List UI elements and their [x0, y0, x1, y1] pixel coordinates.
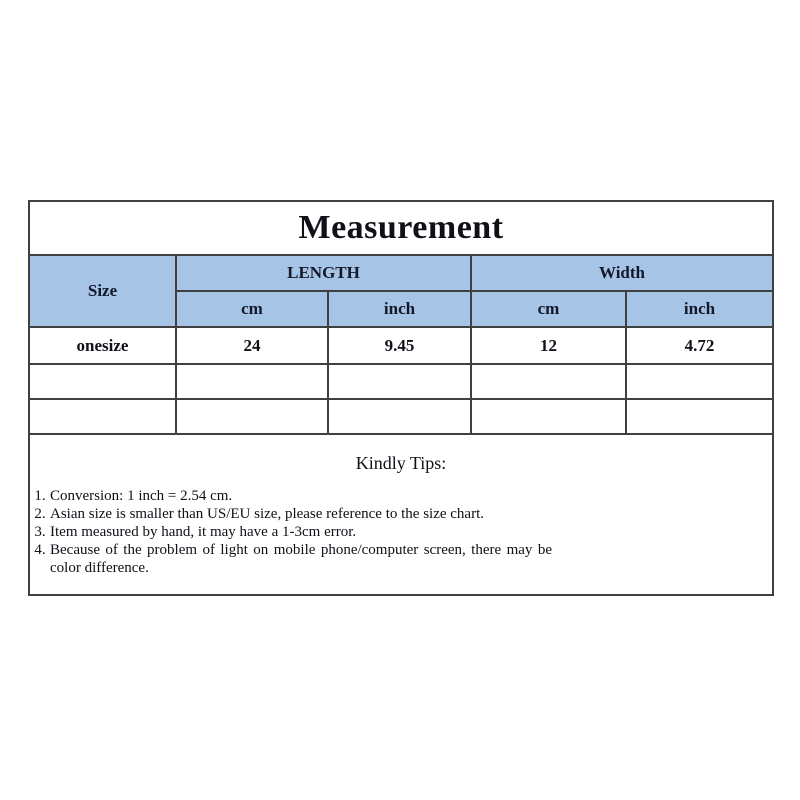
tip-number: 3.	[34, 523, 46, 540]
width-group-header: Width	[471, 255, 773, 291]
title-row	[29, 201, 773, 255]
tip-text: Asian size is smaller than US/EU size, please reference to the size chart.	[50, 505, 484, 522]
table-row	[29, 399, 773, 434]
width-cm-cell: 12	[471, 327, 626, 364]
tip-text: Because of the problem of light on mobile phone/computer screen, there may be color difference.	[50, 541, 552, 576]
table-row	[29, 327, 773, 364]
width-inch-cell: 4.72	[626, 327, 773, 364]
table-row	[29, 364, 773, 399]
tip-text: Item measured by hand, it may have a 1-3cm error.	[50, 523, 357, 540]
empty-cell	[176, 399, 328, 434]
unit-header-width-cm: cm	[471, 291, 626, 327]
empty-cell	[471, 399, 626, 434]
list-item	[30, 505, 552, 523]
size-column-header: Size	[29, 255, 176, 327]
empty-cell	[29, 399, 176, 434]
length-cm-cell: 24	[176, 327, 328, 364]
empty-cell	[626, 364, 773, 399]
list-item	[30, 541, 552, 577]
table-title: Measurement	[29, 201, 773, 255]
unit-header-width-inch: inch	[626, 291, 773, 327]
empty-cell	[29, 364, 176, 399]
empty-cell	[176, 364, 328, 399]
tip-number: 1.	[34, 487, 46, 504]
empty-cell	[626, 399, 773, 434]
tips-heading: Kindly Tips:	[355, 452, 447, 473]
empty-cell	[328, 399, 471, 434]
unit-header-length-cm: cm	[176, 291, 328, 327]
tips-row	[29, 434, 773, 595]
list-item	[30, 523, 552, 541]
measurement-sheet	[28, 200, 772, 596]
tips-section	[29, 434, 773, 595]
group-header-row	[29, 255, 773, 291]
list-item	[30, 487, 552, 505]
length-inch-cell: 9.45	[328, 327, 471, 364]
unit-header-length-inch: inch	[328, 291, 471, 327]
length-group-header: LENGTH	[176, 255, 471, 291]
measurement-table	[28, 200, 774, 596]
tips-list	[30, 487, 552, 577]
tip-number: 2.	[34, 505, 46, 522]
size-value-cell: onesize	[29, 327, 176, 364]
tip-text: Conversion: 1 inch = 2.54 cm.	[50, 487, 233, 504]
tip-number: 4.	[34, 541, 46, 558]
empty-cell	[328, 364, 471, 399]
empty-cell	[471, 364, 626, 399]
